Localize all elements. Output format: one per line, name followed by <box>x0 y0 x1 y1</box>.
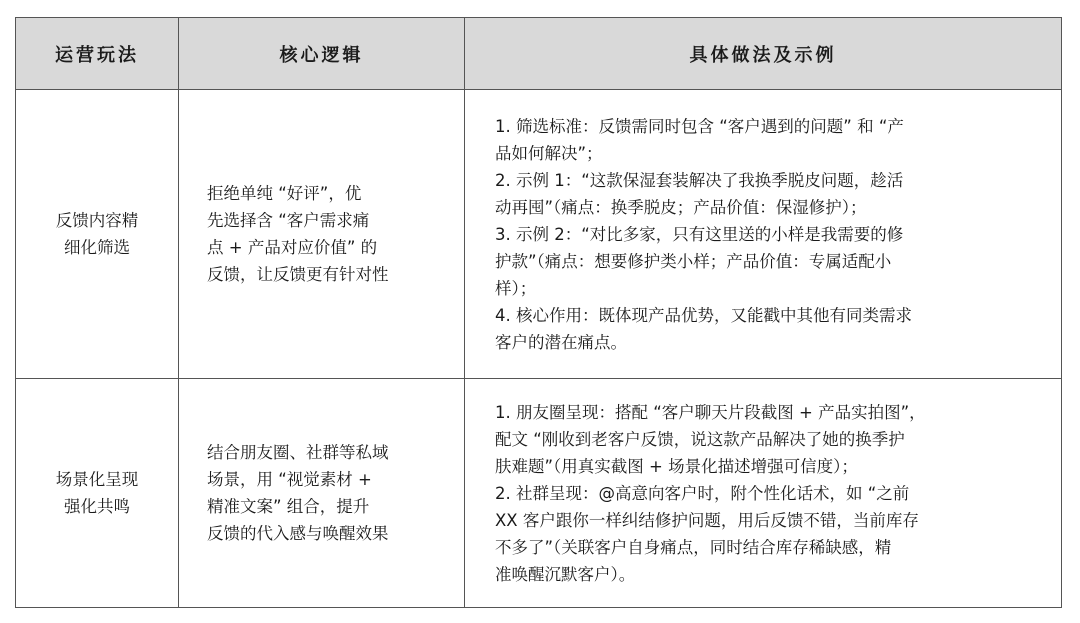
logic-cell-line: 反馈的代入感与唤醒效果 <box>207 524 389 543</box>
method-cell-line: 细化筛选 <box>64 238 130 257</box>
logic-cell-line: 点 + 产品对应价值” 的 <box>207 238 378 257</box>
details-cell <box>465 90 1062 379</box>
logic-cell-line: 场景，用 “视觉素材 + <box>207 470 372 489</box>
details-cell-line: 肤难题”（用真实截图 + 场景化描述增强可信度）； <box>495 456 858 476</box>
details-cell-line: 准唤醒沉默客户）。 <box>495 564 636 584</box>
details-cell-line: 样）； <box>495 278 537 298</box>
details-cell-line: XX 客户跟你一样纠结修护问题，用后反馈不错，当前库存 <box>495 510 919 530</box>
table-row <box>16 90 1062 379</box>
logic-cell <box>179 90 465 379</box>
header-row <box>16 18 1062 90</box>
header-details: 具体做法及示例 <box>465 18 1062 90</box>
method-cell <box>16 90 179 379</box>
details-cell <box>465 379 1062 608</box>
logic-cell-line: 拒绝单纯 “好评”，优 <box>207 184 362 203</box>
details-cell-line: 护款”（痛点：想要修护类小样；产品价值：专属适配小 <box>495 251 892 271</box>
header-logic: 核心逻辑 <box>179 18 465 90</box>
logic-cell-line: 先选择含 “客户需求痛 <box>207 211 370 230</box>
details-cell-line: 2. 示例 1：“这款保湿套装解决了我换季脱皮问题，趁活 <box>495 170 904 190</box>
logic-cell-line: 精准文案” 组合，提升 <box>207 497 370 516</box>
logic-cell <box>179 379 465 608</box>
method-cell-line: 反馈内容精 <box>55 211 139 230</box>
details-cell-line: 4. 核心作用：既体现产品优势，又能戳中其他有同类需求 <box>495 305 912 325</box>
details-cell-line: 客户的潜在痛点。 <box>495 332 627 352</box>
details-cell-line: 3. 示例 2：“对比多家，只有这里送的小样是我需要的修 <box>495 224 904 244</box>
header-method: 运营玩法 <box>16 18 179 90</box>
details-cell-line: 2. 社群呈现：@高意向客户时，附个性化话术，如 “之前 <box>495 483 910 503</box>
method-cell-line: 强化共鸣 <box>64 497 130 516</box>
details-cell-line: 不多了”（关联客户自身痛点，同时结合库存稀缺感，精 <box>495 537 892 557</box>
method-cell-line: 场景化呈现 <box>55 470 139 489</box>
operations-table <box>15 17 1062 608</box>
details-cell-line: 配文 “刚收到老客户反馈，说这款产品解决了她的换季护 <box>495 429 905 449</box>
details-cell-line: 品如何解决”； <box>495 143 603 163</box>
details-cell-line: 动再囤”（痛点：换季脱皮；产品价值：保湿修护）； <box>495 197 867 217</box>
logic-cell-line: 结合朋友圈、社群等私域 <box>207 443 389 462</box>
logic-cell-line: 反馈，让反馈更有针对性 <box>207 265 389 284</box>
method-cell <box>16 379 179 608</box>
details-cell-line: 1. 朋友圈呈现：搭配 “客户聊天片段截图 + 产品实拍图”， <box>495 402 926 422</box>
details-cell-line: 1. 筛选标准：反馈需同时包含 “客户遇到的问题” 和 “产 <box>495 116 904 136</box>
table-row <box>16 379 1062 608</box>
